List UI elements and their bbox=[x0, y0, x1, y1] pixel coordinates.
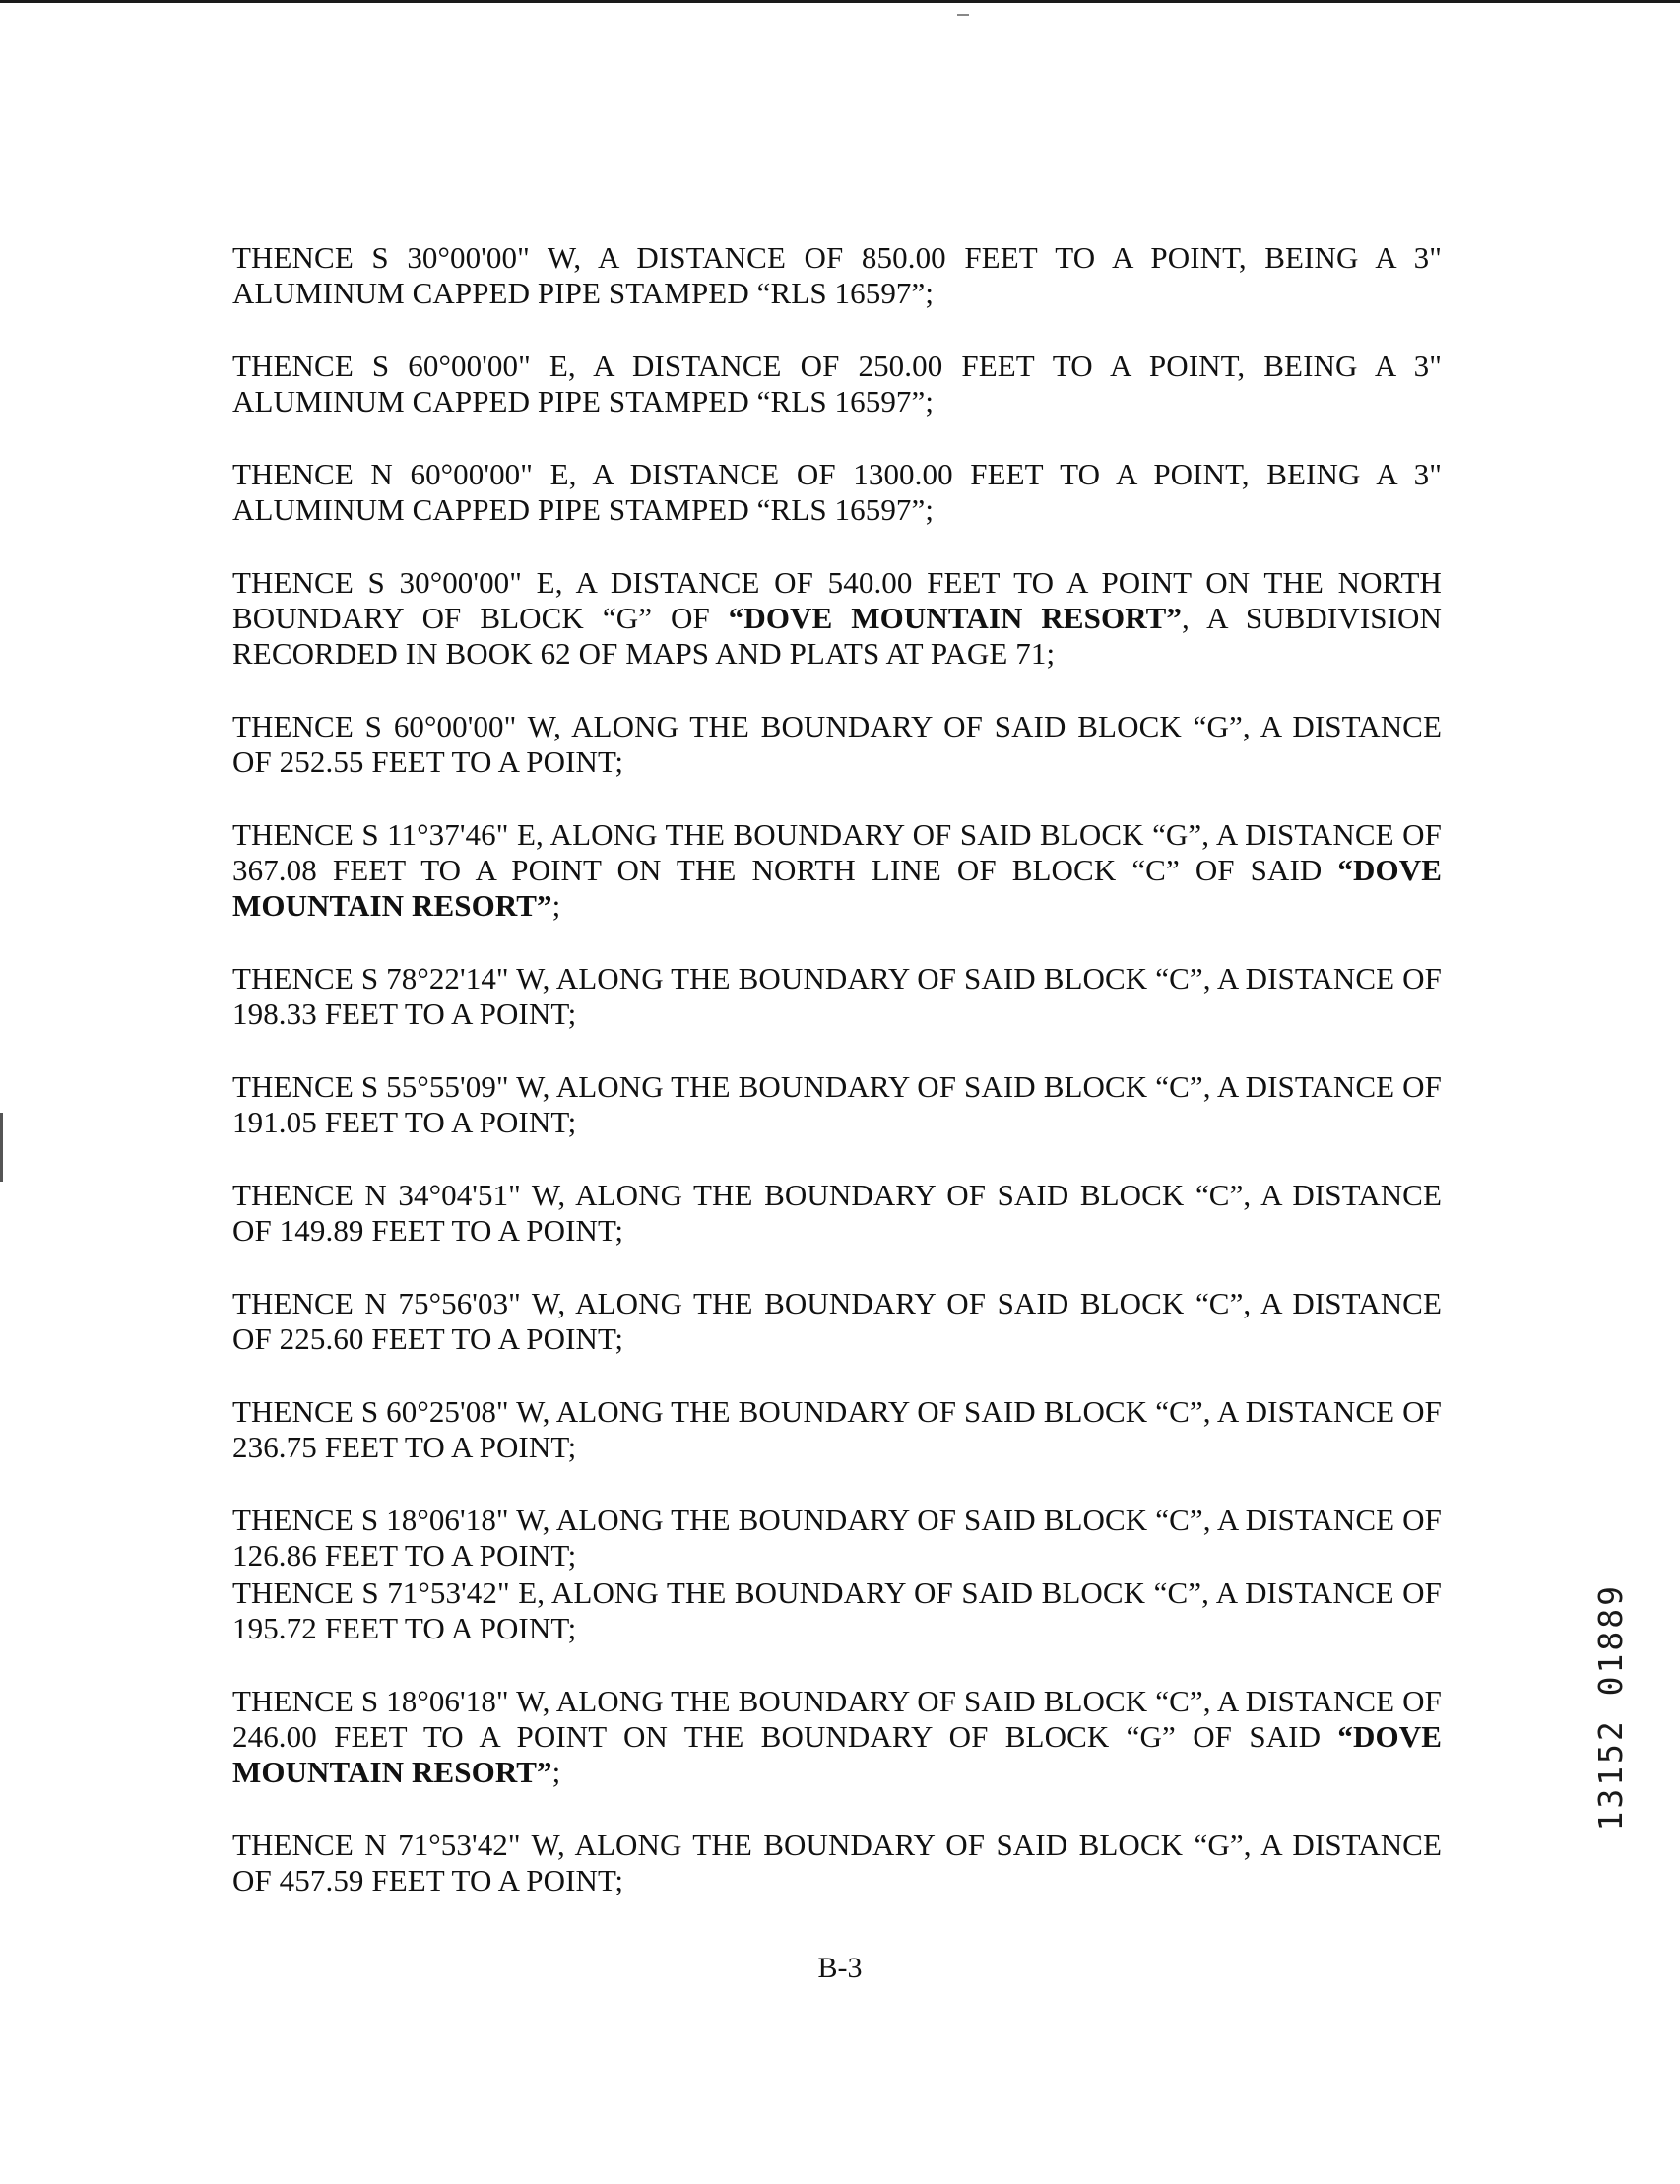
legal-description-body bbox=[232, 240, 1442, 1936]
subdivision-name: “DOVE MOUNTAIN RESORT” bbox=[232, 1719, 1442, 1789]
course-paragraph bbox=[232, 1828, 1442, 1898]
course-text: THENCE N 75°56'03" W, ALONG THE BOUNDARY OF SAID BLOCK “C”, A DISTANCE OF 225.60 FEET TO A POINT; bbox=[232, 1286, 1442, 1356]
course-text: THENCE S 18°06'18" W, ALONG THE BOUNDARY OF SAID BLOCK “C”, A DISTANCE OF 246.00 FEET TO A POINT ON THE BOUNDARY OF BLOCK “G” OF SAID bbox=[232, 1684, 1442, 1754]
course-text: THENCE S 60°25'08" W, ALONG THE BOUNDARY OF SAID BLOCK “C”, A DISTANCE OF 236.75 FEET TO A POINT; bbox=[232, 1394, 1442, 1464]
course-text: THENCE S 55°55'09" W, ALONG THE BOUNDARY OF SAID BLOCK “C”, A DISTANCE OF 191.05 FEET TO A POINT; bbox=[232, 1069, 1442, 1139]
course-paragraph bbox=[232, 565, 1442, 672]
course-text: THENCE N 60°00'00" E, A DISTANCE OF 1300.00 FEET TO A POINT, BEING A 3" ALUMINUM CAPPED PIPE STAMPED “RLS 16597”; bbox=[232, 457, 1442, 527]
course-paragraph bbox=[232, 817, 1442, 924]
course-text: THENCE S 78°22'14" W, ALONG THE BOUNDARY OF SAID BLOCK “C”, A DISTANCE OF 198.33 FEET TO A POINT; bbox=[232, 961, 1442, 1031]
course-text: THENCE S 30°00'00" E, A DISTANCE OF 540.00 FEET TO A POINT ON THE NORTH BOUNDARY OF BLOCK “G” OF bbox=[232, 565, 1442, 635]
course-paragraph bbox=[232, 457, 1442, 528]
course-text: THENCE N 71°53'42" W, ALONG THE BOUNDARY OF SAID BLOCK “G”, A DISTANCE OF 457.59 FEET TO A POINT; bbox=[232, 1828, 1442, 1897]
course-text: THENCE S 60°00'00" W, ALONG THE BOUNDARY OF SAID BLOCK “G”, A DISTANCE OF 252.55 FEET TO A POINT; bbox=[232, 709, 1442, 779]
course-paragraph bbox=[232, 349, 1442, 419]
scan-top-border bbox=[0, 0, 1680, 3]
course-paragraph bbox=[232, 1394, 1442, 1465]
course-text: THENCE S 11°37'46" E, ALONG THE BOUNDARY OF SAID BLOCK “G”, A DISTANCE OF 367.08 FEET TO A POINT ON THE NORTH LINE OF BLOCK “C” OF SAID bbox=[232, 817, 1442, 887]
course-text: , A SUBDIVISION RECORDED IN BOOK 62 OF MAPS AND PLATS AT PAGE 71; bbox=[232, 601, 1442, 671]
course-paragraph bbox=[232, 1503, 1442, 1574]
course-paragraph bbox=[232, 1069, 1442, 1140]
course-text: ; bbox=[551, 888, 561, 923]
course-text: ; bbox=[551, 1755, 561, 1789]
course-paragraph bbox=[232, 1684, 1442, 1790]
scan-speck bbox=[957, 14, 969, 16]
course-text: THENCE S 30°00'00" W, A DISTANCE OF 850.00 FEET TO A POINT, BEING A 3" ALUMINUM CAPPED PIPE STAMPED “RLS 16597”; bbox=[232, 240, 1442, 310]
scan-edge-mark bbox=[0, 1113, 3, 1182]
course-paragraph bbox=[232, 1178, 1442, 1249]
course-paragraph bbox=[232, 240, 1442, 311]
course-paragraph bbox=[232, 1575, 1442, 1646]
page-number: B-3 bbox=[817, 1952, 863, 1984]
subdivision-name: “DOVE MOUNTAIN RESORT” bbox=[728, 601, 1183, 635]
course-text: THENCE N 34°04'51" W, ALONG THE BOUNDARY OF SAID BLOCK “C”, A DISTANCE OF 149.89 FEET TO A POINT; bbox=[232, 1178, 1442, 1248]
course-text: THENCE S 18°06'18" W, ALONG THE BOUNDARY OF SAID BLOCK “C”, A DISTANCE OF 126.86 FEET TO A POINT; bbox=[232, 1503, 1442, 1573]
course-paragraph bbox=[232, 961, 1442, 1032]
course-text: THENCE S 71°53'42" E, ALONG THE BOUNDARY OF SAID BLOCK “C”, A DISTANCE OF 195.72 FEET TO A POINT; bbox=[232, 1575, 1442, 1645]
subdivision-name: “DOVE MOUNTAIN RESORT” bbox=[232, 853, 1442, 923]
recording-stamp: 13152 01889 bbox=[1591, 1583, 1630, 1831]
course-text: THENCE S 60°00'00" E, A DISTANCE OF 250.00 FEET TO A POINT, BEING A 3" ALUMINUM CAPPED PIPE STAMPED “RLS 16597”; bbox=[232, 349, 1442, 418]
course-paragraph bbox=[232, 1286, 1442, 1357]
course-paragraph bbox=[232, 709, 1442, 780]
